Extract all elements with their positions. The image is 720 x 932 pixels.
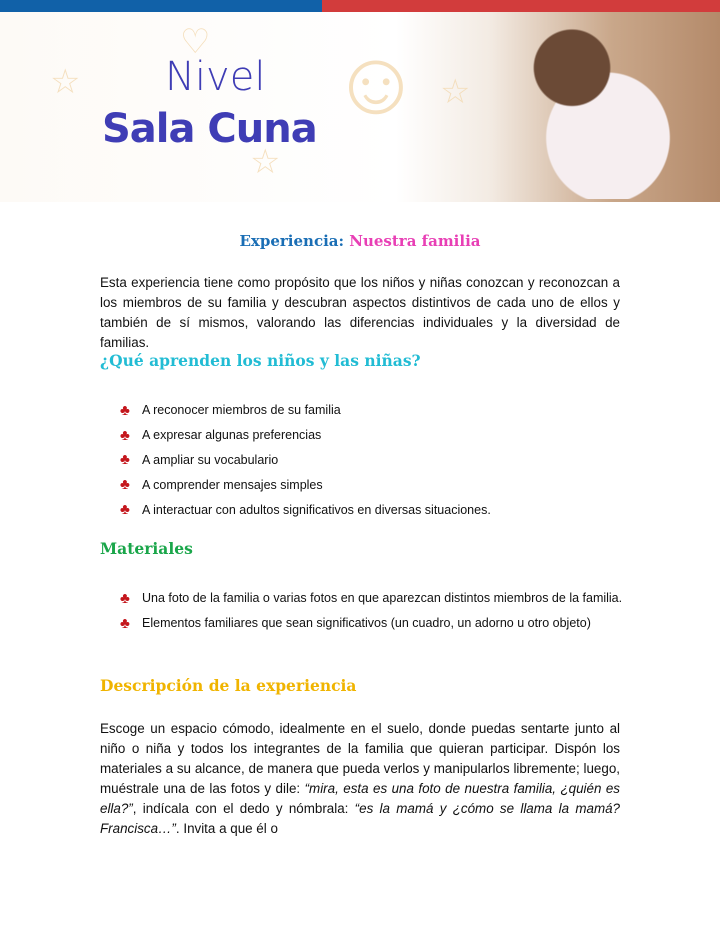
list-item-text: Una foto de la familia o varias fotos en que aparezcan distintos miembros de la familia. [142,591,623,606]
list-item-text: A ampliar su vocabulario [142,452,279,467]
list-item [120,398,491,423]
list-item [120,448,491,473]
club-bullet-icon: ♣ [120,401,130,419]
description-heading: Descripción de la experiencia [100,676,357,695]
star-doodle-icon: ☆ [250,143,281,181]
list-item-text: A expresar algunas preferencias [142,428,322,443]
title-label: Experiencia [239,232,339,250]
list-item [120,497,491,522]
learn-heading: ¿Qué aprenden los niños y las niñas? [100,351,421,370]
list-item [120,611,622,636]
star-doodle-icon: ☆ [50,63,81,101]
brand-line2: Sala Cuna [102,106,317,152]
description-text: Escoge un espacio cómodo, idealmente en el suelo, donde puedas sentarte junto al niño o niña y todos los integrantes de la familia que quieran participar. Dispón los materiales a su alcance, de manera que pueda verlos y manipularlos libremente; luego, muéstrale una de las fotos y dile: [100,721,620,796]
list-item [120,423,491,448]
header-banner [0,12,720,202]
star-doodle-icon: ☆ [440,73,471,111]
description-quote: “es la mamá y ¿cómo se llama la mamá? Francisca…” [100,801,620,836]
description-text: . Invita a que él o [175,821,278,836]
title-separator: : [338,232,350,250]
club-bullet-icon: ♣ [120,426,130,444]
club-bullet-icon: ♣ [120,614,130,632]
title-name: Nuestra familia [349,232,481,250]
child-doodle-icon: ☺ [330,33,422,133]
list-item [120,586,622,611]
red-stripe [322,0,720,12]
brand-line1: Nivel [165,54,266,100]
club-bullet-icon: ♣ [120,451,130,469]
club-bullet-icon: ♣ [120,589,130,607]
list-item-text: Elementos familiares que sean significativos (un cuadro, un adorno u otro objeto) [142,616,591,631]
page-title [0,232,720,250]
list-item-text: A reconocer miembros de su familia [142,403,341,418]
description-paragraph [100,719,620,839]
list-item [120,472,491,497]
club-bullet-icon: ♣ [120,476,130,494]
materials-list [120,586,622,636]
intro-paragraph: Esta experiencia tiene como propósito que los niños y niñas conozcan y reconozcan a los miembros de su familia y descubran aspectos distintivos de cada uno de ellos y también de sí mismos, valorando las diferencias individuales y la diversidad de familias. [100,275,620,350]
materials-heading: Materiales [100,539,193,558]
list-item-text: A comprender mensajes simples [142,477,323,492]
description-quote: “mira, esta es una foto de nuestra familia, ¿quién es ella?” [100,781,621,816]
description-text: , indícala con el dedo y nómbrala: [132,801,355,816]
club-bullet-icon: ♣ [120,501,130,519]
blue-stripe [0,0,322,12]
heart-doodle-icon: ♡ [180,23,211,61]
list-item-text: A interactuar con adultos significativos en diversas situaciones. [142,502,491,517]
learn-list [120,398,491,522]
baby-photo [500,24,680,199]
